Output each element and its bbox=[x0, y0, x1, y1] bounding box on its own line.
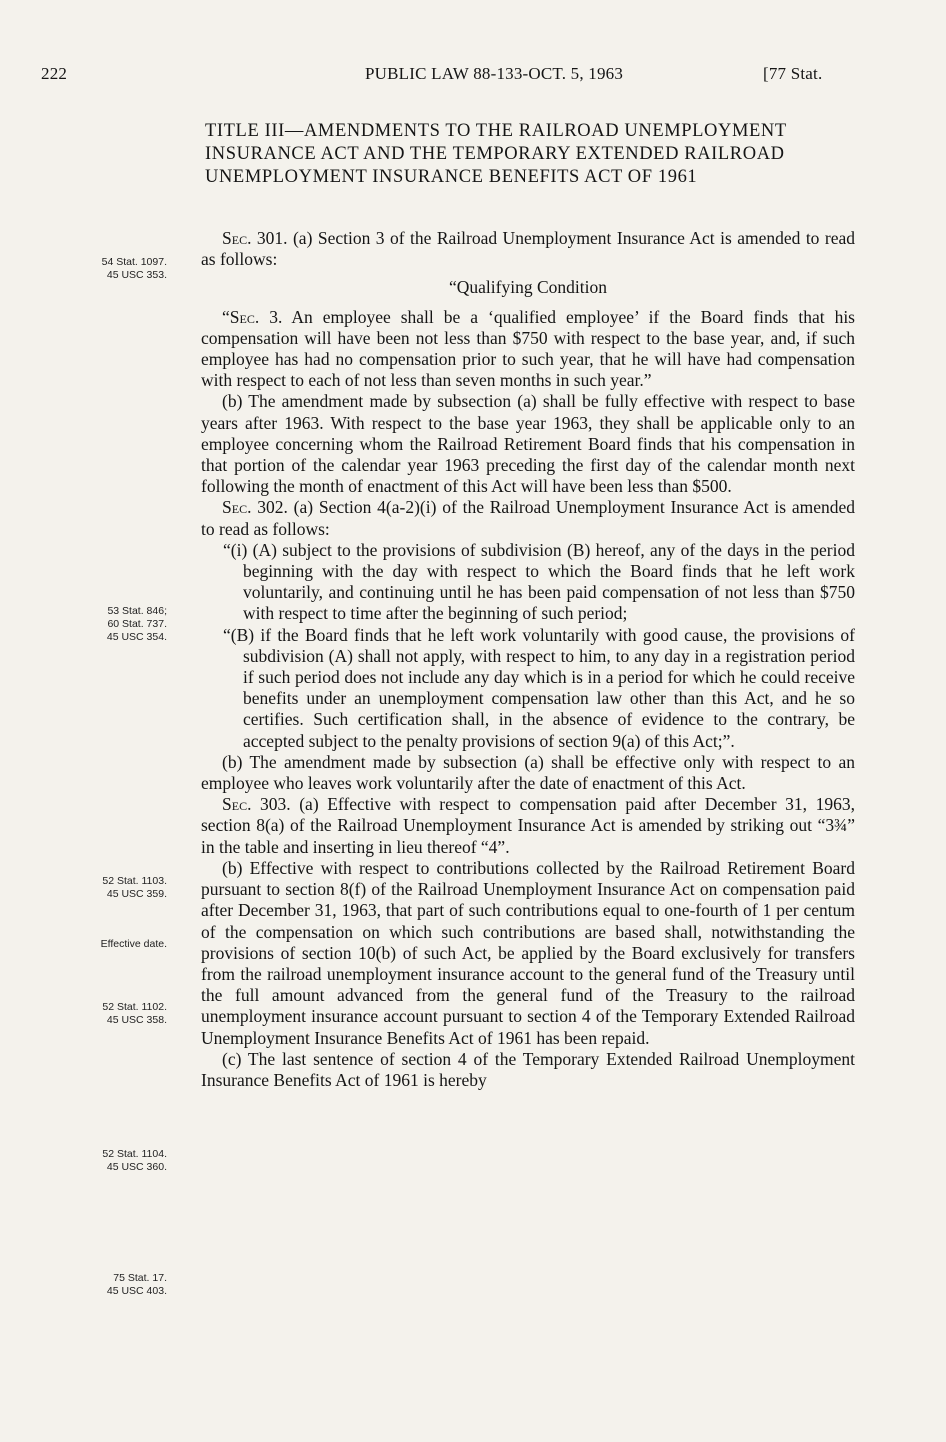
margin-note-line: 52 Stat. 1102. bbox=[102, 1001, 167, 1013]
statute-reference: [77 Stat. bbox=[763, 64, 823, 83]
subdivision-b: “(B) if the Board finds that he left work voluntarily with good cause, the provisions of subdivision (A) shall not apply, with respect to him, to any day in a registration period if such period does not include any day which is in a period for which he could receive benefits under an unemployment compensation law other than this Act, and he so certifies. Such certification shall, in the absence of evidence to the contrary, be accepted subject to the penalty provisions of section 9(a) of this Act;”. bbox=[223, 624, 855, 751]
page-number: 222 bbox=[41, 64, 68, 83]
margin-note-line: 52 Stat. 1103. bbox=[102, 875, 167, 887]
section-303-b: (b) Effective with respect to contributions collected by the Railroad Retirement Board pursuant to section 8(f) of the Railroad Unemployment Insurance Act on compensation paid after December 31, 1963, that part of such contributions equal to one-fourth of 1 per centum of the compensation on which such contributions are based shall, notwithstanding the provisions of section 10(b) of such Act, be applied by the Board exclusively for transfers from the railroad unemployment insurance account to the general fund of the Treasury until the full amount advanced from the general fund of the Treasury to the railroad unemployment insurance account pursuant to section 4 of the Temporary Extended Railroad Unemployment Insurance Benefits Act of 1961 has been repaid. bbox=[201, 857, 855, 1048]
margin-note-line: 45 USC 358. bbox=[106, 1014, 167, 1026]
subdivision-i-a: “(i) (A) subject to the provisions of subdivision (B) hereof, any of the days in the period beginning with the day with respect to which the Board finds that he left work voluntarily, and continuing until he has been paid compensation of not less than $750 with respect to time after the beginning of such period; bbox=[223, 539, 855, 624]
margin-note-line: 45 USC 359. bbox=[106, 888, 167, 900]
section-label: Sec. bbox=[222, 794, 252, 815]
margin-note-line: 53 Stat. 846; bbox=[107, 605, 167, 617]
margin-note bbox=[12, 875, 167, 901]
section-301-a bbox=[201, 228, 855, 270]
running-title: PUBLIC LAW 88-133-OCT. 5, 1963 bbox=[365, 64, 624, 83]
margin-note-line: Effective date. bbox=[100, 938, 167, 950]
body-text bbox=[201, 228, 855, 1091]
margin-note bbox=[12, 605, 167, 644]
section-301-b: (b) The amendment made by subsection (a) shall be fully effective with respect to base years after 1963. With respect to the base year 1963, they shall be applicable only to an employee concerning whom the Railroad Retirement Board finds that his compensation in that portion of the calendar year 1963 preceding the first day of the calendar month next following the month of enactment of this Act will have been less than $500. bbox=[201, 391, 855, 497]
section-302-a bbox=[201, 497, 855, 539]
margin-note-line: 45 USC 354. bbox=[106, 631, 167, 643]
section-label: Sec. bbox=[222, 228, 252, 248]
margin-note-line: 60 Stat. 737. bbox=[107, 618, 167, 630]
margin-note-line: 45 USC 403. bbox=[106, 1285, 167, 1297]
section-3-text bbox=[201, 307, 855, 392]
margin-note bbox=[12, 256, 167, 282]
section-text: 303. (a) Effective with respect to compensation paid after December 31, 1963, section 8(a) of the Railroad Unemployment Insurance Act is amended by striking out “3¾” in the table and inserting in lieu thereof “4”. bbox=[201, 794, 856, 857]
section-label: “Sec. bbox=[222, 306, 260, 327]
margin-note-line: 75 Stat. 17. bbox=[113, 1272, 167, 1284]
margin-note-line: 45 USC 353. bbox=[106, 269, 167, 281]
margin-note bbox=[12, 1148, 167, 1174]
section-label: Sec. bbox=[222, 497, 252, 518]
margin-note bbox=[12, 1272, 167, 1298]
qualifying-condition-heading: “Qualifying Condition bbox=[449, 277, 607, 298]
section-text: 301. (a) Section 3 of the Railroad Unemployment Insurance Act is amended to read as follows: bbox=[201, 228, 855, 270]
margin-note-line: 54 Stat. 1097. bbox=[101, 256, 167, 268]
margin-note-line: 45 USC 360. bbox=[106, 1161, 167, 1173]
title-heading: TITLE III—AMENDMENTS TO THE RAILROAD UNEMPLOYMENT INSURANCE ACT AND THE TEMPORARY EXTENDED RAILROAD UNEMPLOYMENT INSURANCE BENEFITS ACT OF 1961 bbox=[205, 121, 787, 187]
section-text: 3. An employee shall be a ‘qualified employee’ if the Board finds that his compensation will have been not less than $750 with respect to the base year, and, if such employee has had no compensation prior to such year, that he will have had compensation with respect to each of not less than seven months in such year.” bbox=[201, 306, 855, 391]
section-303-c: (c) The last sentence of section 4 of the Temporary Extended Railroad Unemployment Insurance Benefits Act of 1961 is hereby bbox=[201, 1048, 855, 1090]
margin-note-line: 52 Stat. 1104. bbox=[102, 1148, 167, 1160]
section-303-a bbox=[201, 794, 855, 858]
margin-note bbox=[12, 1001, 167, 1027]
section-302-b: (b) The amendment made by subsection (a) shall be effective only with respect to an employee who leaves work voluntarily after the date of enactment of this Act. bbox=[201, 751, 855, 794]
margin-note bbox=[12, 938, 167, 951]
section-text: 302. (a) Section 4(a-2)(i) of the Railroad Unemployment Insurance Act is amended to read as follows: bbox=[201, 497, 855, 539]
